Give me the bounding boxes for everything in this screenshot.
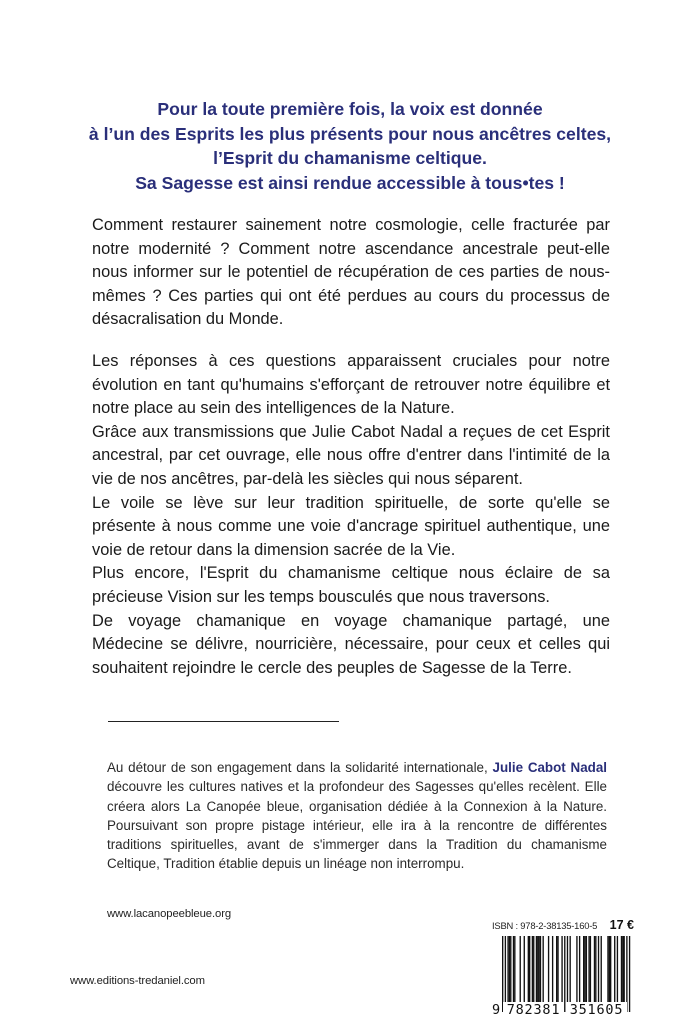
barcode-bar [584,936,585,1004]
barcode-bar [533,936,534,1004]
barcode-bar [617,936,618,1004]
barcode-bar [556,936,557,1004]
barcode-group-2: 351605 [566,1002,627,1018]
synopsis-text: Comment restaurer sainement notre cosmologie, celle fracturée par notre modernité ? Comment notre ascendance ancestrale peut-elle nous informer sur le potentiel de récupération de ces parties de nous-mêmes ? Ces parties qui ont été perdues au cours du processus de désacralisation du Monde. [92,216,610,329]
barcode-bar [626,936,627,1012]
barcode-bar [557,936,558,1004]
barcode-bar [564,936,565,1012]
barcode-bar [588,936,589,1004]
barcode-bar [567,936,568,1012]
barcode-bar [594,936,595,1004]
price: 17 € [609,918,634,932]
barcode-first-digit: 9 [492,1002,501,1018]
barcode-bar [610,936,611,1004]
isbn-number: ISBN : 978-2-38135-160-5 [492,920,598,931]
barcode-bar [621,936,622,1004]
synopsis-text-d: Plus encore, l'Esprit du chamanisme celtique nous éclaire de sa précieuse Vision sur les temps bousculés que nous traversons. [92,564,610,606]
section-divider [108,721,339,722]
barcode [492,934,632,1022]
synopsis-text-b: Grâce aux transmissions que Julie Cabot Nadal a reçues de cet Esprit ancestral, par cet ouvrage, elle nous offre d'entrer dans l'intimité de la vie de nos ancêtres, par-delà les siècles qui nous séparent. [92,422,610,488]
barcode-bar [624,936,625,1004]
barcode-bar [505,936,506,1012]
tagline-line-2: à l’un des Esprits les plus présents pour nous ancêtres celtes, [88,123,612,144]
barcode-bar [524,936,525,1004]
barcode-bar [548,936,549,1004]
synopsis-text-e: De voyage chamanique en voyage chamanique partagé, une Médecine se délivre, nourricière, nécessaire, pour ceux et celles qui souhaitent rejoindre le cercle des peuples de Sagesse de la Terre. [92,611,610,677]
barcode-digits [492,1002,632,1020]
back-cover-tagline [60,97,640,195]
synopsis-paragraph-1 [92,214,610,332]
barcode-group-1: 782381 [503,1002,564,1018]
barcode-bar [561,936,562,1004]
barcode-bar [598,936,599,1004]
barcode-bar [583,936,584,1004]
barcode-bar [513,936,514,1004]
barcode-bar [607,936,608,1004]
barcode-bar [579,936,580,1004]
author-bio [107,758,607,874]
barcode-bar [510,936,511,1004]
tagline-line-3: l’Esprit du chamanisme celtique. [213,148,487,168]
barcode-bar [622,936,623,1004]
bio-intro: Au détour de son engagement dans la solidarité internationale, [107,760,488,775]
synopsis-text-c: Le voile se lève sur leur tradition spirituelle, de sorte qu'elle se présente à nous comme une voie d'ancrage spirituel authentique, une voie de retour dans la dimension sacrée de la Vie. [92,493,610,559]
barcode-bar [552,936,553,1004]
publisher-website: www.editions-tredaniel.com [70,975,205,987]
barcode-bar [576,936,577,1004]
barcode-bar [590,936,591,1004]
barcode-bar [543,936,544,1004]
barcode-bar [529,936,530,1004]
barcode-bar [595,936,596,1004]
bio-rest: découvre les cultures natives et la profondeur des Sagesses qu'elles recèlent. Elle créera alors La Canopée bleue, organisation dédiée à la Connexion à la Nature. Poursuivant son propre pistage intérieur, elle ira à la rencontre de différentes traditions spirituelles, avant de s'immerger dans la Tradition du chamanisme Celtique, Tradition établie depuis un linéage non interrompu. [107,779,607,872]
barcode-bar [540,936,541,1004]
barcode-bar [536,936,537,1004]
author-name: Julie Cabot Nadal [492,760,607,775]
synopsis-text-a: Les réponses à ces questions apparaissent cruciales pour notre évolution en tant qu'humains s'efforçant de retrouver notre équilibre et notre place au sein des intelligences de la Nature. [92,352,610,418]
author-website: www.lacanopeebleue.org [107,908,232,920]
barcode-bar [507,936,508,1004]
tagline-line-4: Sa Sagesse est ainsi rendue accessible à tous•tes ! [135,172,565,193]
tagline-line-1: Pour la toute première fois, la voix est donnée [157,99,543,119]
barcode-bar [514,936,515,1004]
barcode-bar [532,936,533,1004]
synopsis-paragraph-2 [92,350,610,680]
barcode-bar [570,936,571,1004]
barcode-bar [520,936,521,1004]
barcode-bar [502,936,503,1012]
barcode-bar [586,936,587,1004]
barcode-bar [509,936,510,1004]
isbn-price-line [492,918,634,932]
barcode-bar [601,936,602,1004]
barcode-bar [538,936,539,1004]
barcode-bar [609,936,610,1004]
barcode-bar [614,936,615,1004]
barcode-bar [528,936,529,1004]
barcode-bar [629,936,630,1012]
barcode-bar [537,936,538,1004]
